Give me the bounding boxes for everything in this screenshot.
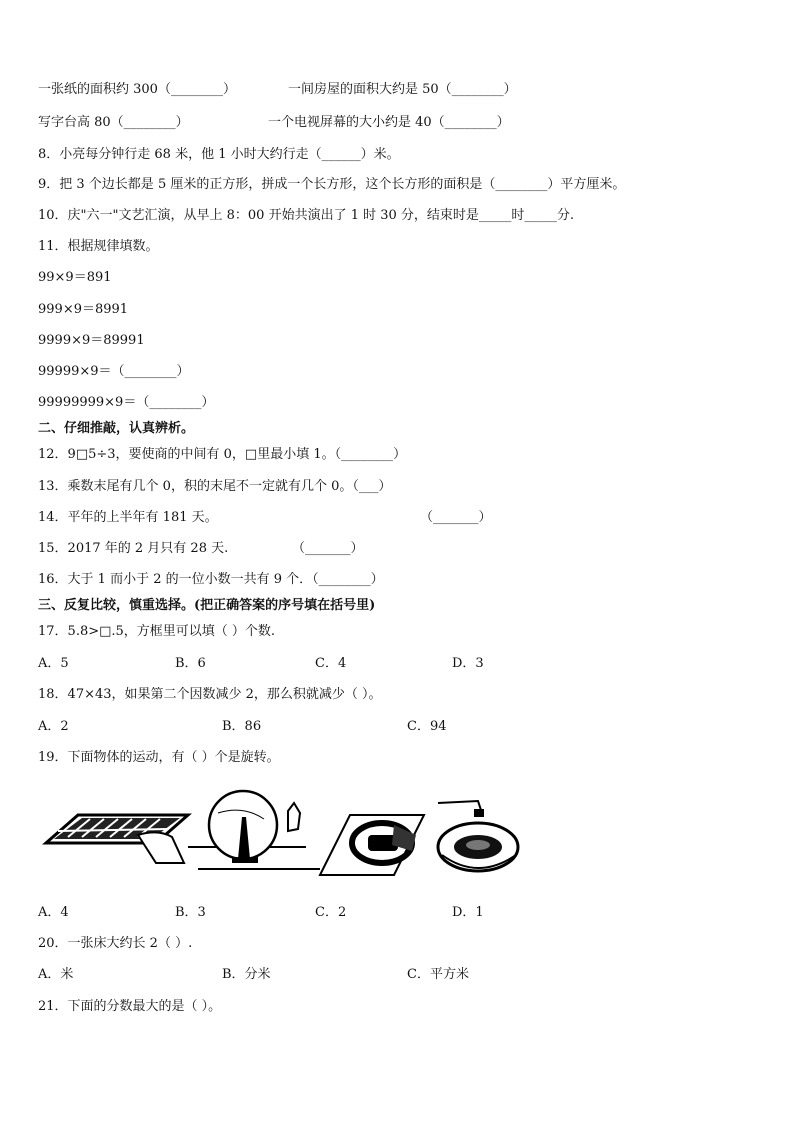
q19-option-d: D．1 <box>452 905 484 920</box>
q19-option-a: A．4 <box>38 905 69 920</box>
question-11: 11．根据规律填数。 <box>38 239 159 254</box>
q18-option-c: C．94 <box>407 719 447 734</box>
question-15: 15．2017 年的 2 月只有 28 天. <box>38 541 229 556</box>
question-10: 10．庆"六一"文艺汇演，从早上 8：00 开始共演出了 1 时 30 分，结束时是_____时_____分. <box>38 208 575 223</box>
question-8: 8．小亮每分钟行走 68 米，他 1 小时大约行走（______）米。 <box>38 147 400 162</box>
question-21: 21．下面的分数最大的是（ ）。 <box>38 999 222 1014</box>
question-17: 17．5.8>□.5，方框里可以填（ ）个数. <box>38 624 276 639</box>
question-14: 14．平年的上半年有 181 天。 <box>38 510 218 525</box>
question-16: 16．大于 1 而小于 2 的一位小数一共有 9 个．（________） <box>38 572 384 587</box>
equation-4: 99999×9＝（________） <box>38 364 190 379</box>
q7-line2-a: 写字台高 80（________） <box>38 115 189 130</box>
q17-option-d: D．3 <box>452 656 484 671</box>
q19-option-c: C．2 <box>315 905 347 920</box>
q7-line2-b: 一个电视屏幕的大小约是 40（________） <box>268 115 510 130</box>
q20-option-c: C．平方米 <box>407 967 469 982</box>
abacus-icon <box>46 815 188 863</box>
question-15-blank: （_______） <box>292 541 364 556</box>
q18-option-b: B．86 <box>222 719 262 734</box>
q20-option-a: A．米 <box>38 967 74 982</box>
q17-option-b: B．6 <box>175 656 206 671</box>
question-18: 18．47×43，如果第二个因数减少 2，那么积就减少（ ）。 <box>38 687 382 702</box>
question-20: 20．一张床大约长 2（ ）. <box>38 936 193 951</box>
q17-option-a: A．5 <box>38 656 69 671</box>
equation-3: 9999×9＝89991 <box>38 333 145 348</box>
question-14-blank: （_______） <box>420 510 492 525</box>
question-19: 19．下面物体的运动，有（ ）个是旋转。 <box>38 750 280 765</box>
q19-pictures <box>38 785 528 885</box>
equation-2: 999×9＝8991 <box>38 302 129 317</box>
q17-option-c: C．4 <box>315 656 347 671</box>
question-13: 13．乘数末尾有几个 0，积的末尾不一定就有几个 0。（___） <box>38 479 392 494</box>
equation-5: 99999999×9＝（________） <box>38 395 215 410</box>
question-9: 9．把 3 个边长都是 5 厘米的正方形，拼成一个长方形，这个长方形的面积是（________）平方厘米。 <box>38 177 626 192</box>
section-2-heading: 二、仔细推敲，认真辨析。 <box>38 421 195 436</box>
q7-line1-a: 一张纸的面积约 300（________） <box>38 82 236 97</box>
q7-line1-b: 一间房屋的面积大约是 50（________） <box>288 82 517 97</box>
q20-option-b: B．分米 <box>222 967 271 982</box>
faucet-sink-icon <box>438 801 518 871</box>
q19-option-b: B．3 <box>175 905 206 920</box>
section-3-heading: 三、反复比较，慎重选择。(把正确答案的序号填在括号里) <box>38 598 376 613</box>
question-12: 12．9□5÷3，要使商的中间有 0，□里最小填 1。（________） <box>38 447 407 462</box>
equation-1: 99×9＝891 <box>38 270 112 285</box>
globe-icon <box>188 791 320 869</box>
steering-wheel-icon <box>320 815 424 875</box>
q18-option-a: A．2 <box>38 719 69 734</box>
